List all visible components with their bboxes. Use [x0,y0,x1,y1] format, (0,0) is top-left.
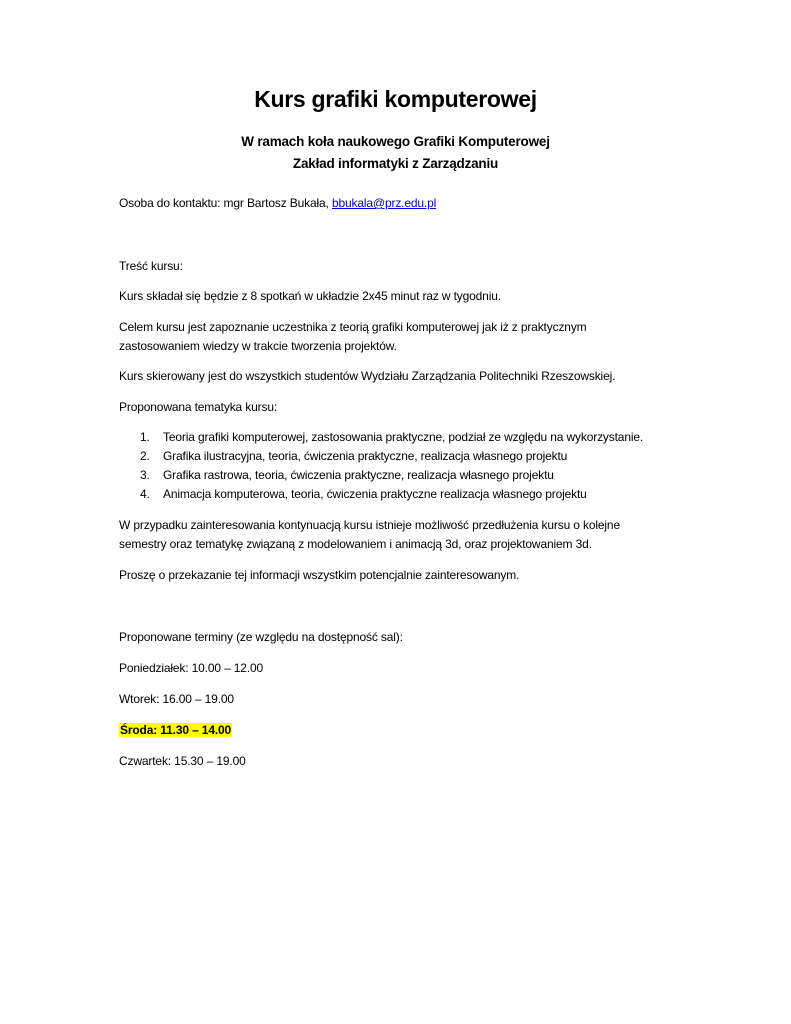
list-item [140,428,700,447]
term-monday: Poniedziałek: 10.00 – 12.00 [119,661,264,675]
para-continuation [119,516,679,554]
list-item-text: Teoria grafiki komputerowej, zastosowania praktyczne, podział ze względu na wykorzystanie. [163,430,644,444]
list-item-text: Grafika ilustracyjna, teoria, ćwiczenia praktyczne, realizacja własnego projektu [163,449,568,463]
topics-list [140,428,700,504]
term-wednesday-highlighted: Środa: 11.30 – 14.00 [120,723,232,737]
subtitle-line-1: W ramach koła naukowego Grafiki Komputerowej [241,134,550,149]
list-item-number: 3. [140,468,150,482]
term-tuesday: Wtorek: 16.00 – 19.00 [119,692,234,706]
terms-heading: Proponowane terminy (ze względu na dostępność sal): [119,630,403,644]
list-item-text: Animacja komputerowa, teoria, ćwiczenia praktyczne realizacja własnego projektu [163,487,587,501]
content-heading: Treść kursu: [119,259,183,273]
document-title: Kurs grafiki komputerowej [254,86,537,112]
para-continuation-line-2: semestry oraz tematykę związaną z modelowaniem i animacją 3d, oraz projektowaniem 3d. [119,537,592,551]
list-item-number: 1. [140,430,150,444]
contact-prefix: Osoba do kontaktu: mgr Bartosz Bukała, [119,196,332,210]
list-item-number: 2. [140,449,150,463]
para-goal [119,318,679,356]
subtitle-line-2: Zakład informatyki z Zarządzaniu [292,156,499,171]
para-goal-line-1: Celem kursu jest zapoznanie uczestnika z teorią grafiki komputerowej jak iż z praktycznym [119,320,587,334]
list-item [140,466,700,485]
list-item [140,485,700,504]
topics-heading: Proponowana tematyka kursu: [119,400,278,414]
contact-line [119,194,679,213]
contact-email-link[interactable]: bbukala@prz.edu.pl [331,196,437,210]
list-item-text: Grafika rastrowa, teoria, ćwiczenia praktyczne, realizacja własnego projektu [163,468,554,482]
list-item [140,447,700,466]
para-meetings: Kurs składał się będzie z 8 spotkań w układzie 2x45 minut raz w tygodniu. [119,289,501,303]
para-continuation-line-1: W przypadku zainteresowania kontynuacją kursu istnieje możliwość przedłużenia kursu o kolejne [119,518,620,532]
para-goal-line-2: zastosowaniem wiedzy w trakcie tworzenia projektów. [119,339,397,353]
list-item-number: 4. [140,487,150,501]
term-thursday: Czwartek: 15.30 – 19.00 [119,754,246,768]
para-audience: Kurs skierowany jest do wszystkich studentów Wydziału Zarządzania Politechniki Rzeszowskiej. [119,369,616,383]
para-request: Proszę o przekazanie tej informacji wszystkim potencjalnie zainteresowanym. [119,568,520,582]
term-wednesday-row [119,721,679,740]
